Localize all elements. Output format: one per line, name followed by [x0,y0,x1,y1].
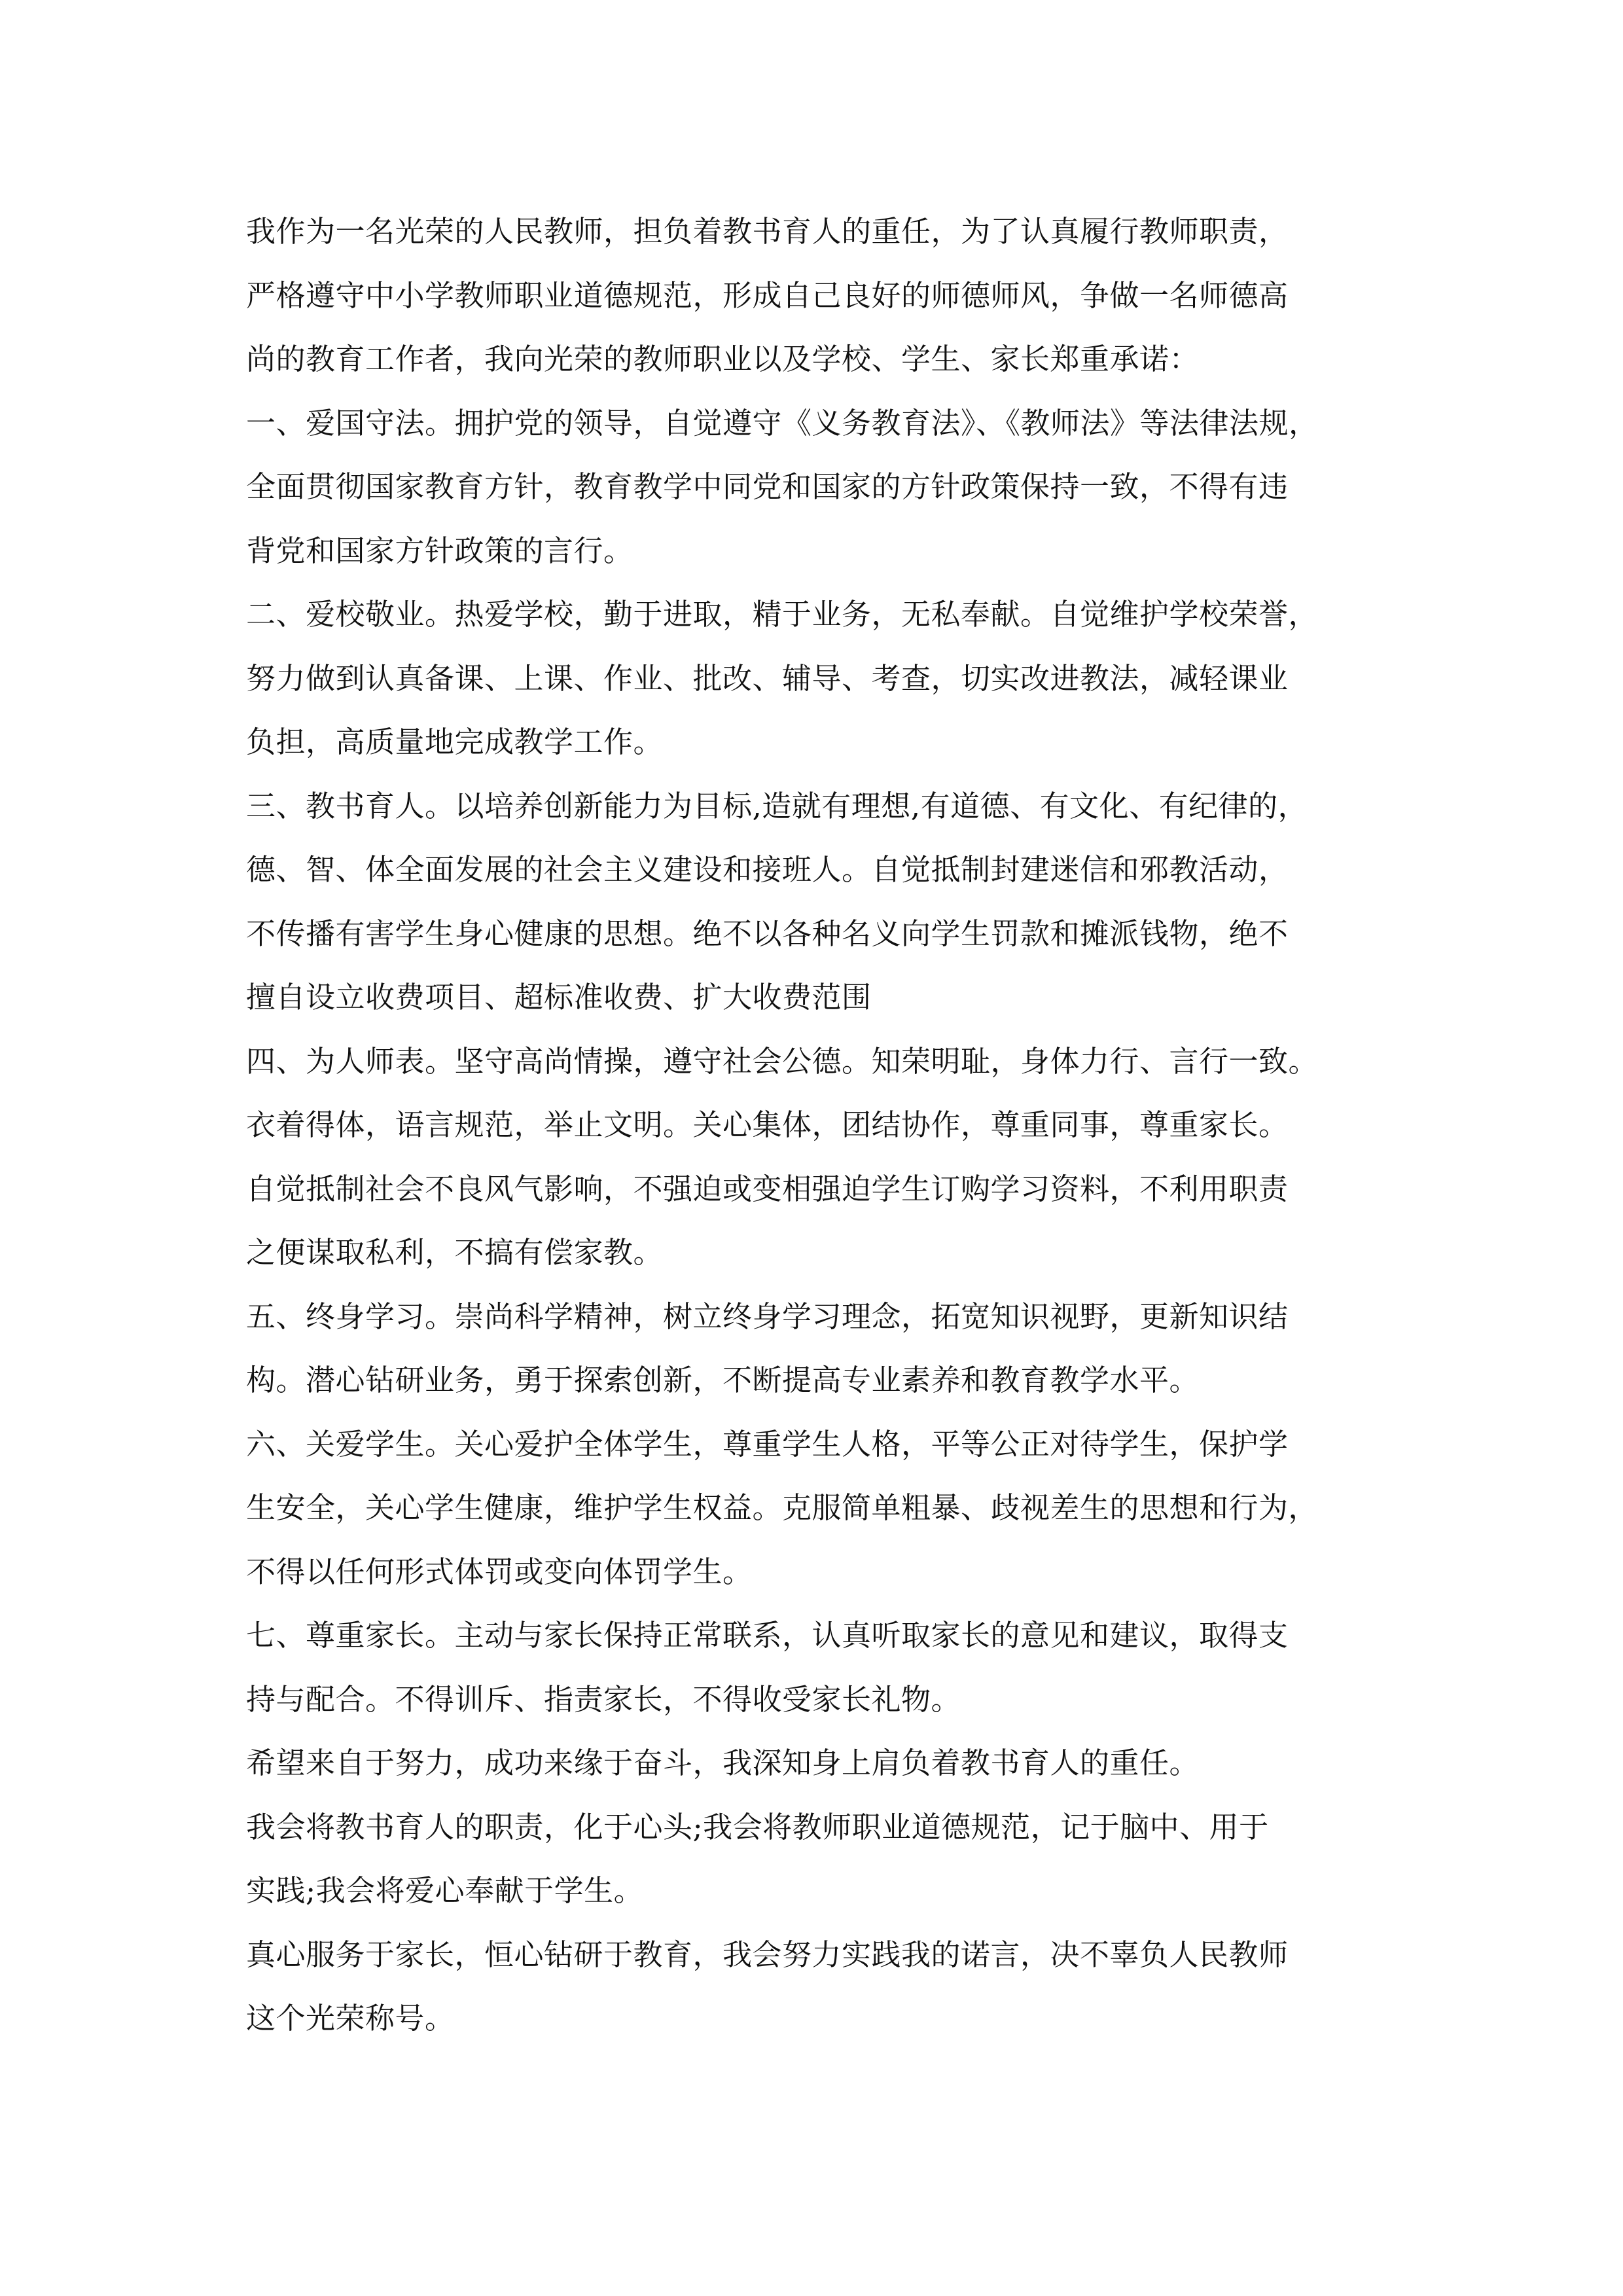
text-line: 擅自设立收费项目、超标准收费、扩大收费范围 [246,980,872,1014]
paragraph-item-3 [246,774,1393,1030]
text-line: 五、终身学习。崇尚科学精神，树立终身学习理念，拓宽知识视野，更新知识结 [246,1299,1289,1334]
text-line: 持与配合。不得训斥、指责家长，不得收受家长礼物。 [246,1681,961,1717]
text-line: 全面贯彻国家教育方针，教育教学中同党和国家的方针政策保持一致，不得有违 [246,469,1289,504]
text-line: 努力做到认真备课、上课、作业、批改、辅导、考查，切实改进教法，减轻课业 [246,660,1289,696]
text-line: 希望来自于努力，成功来缘于奋斗，我深知身上肩负着教书育人的重任。 [246,1746,1200,1780]
text-line: 六、关爱学生。关心爱护全体学生，尊重学生人格，平等公正对待学生，保护学 [246,1426,1289,1462]
text-line: 实践;我会将爱心奉献于学生。 [246,1873,644,1908]
text-line: 我会将教书育人的职责，化于心头;我会将教师职业道德规范，记于脑中、用于 [246,1809,1269,1844]
document-body [246,200,1393,2051]
paragraph-item-6 [246,1412,1393,1604]
paragraph-intro [246,200,1393,391]
text-line: 一、爱国守法。拥护党的领导，自觉遵守《义务教育法》、《教师法》等法律法规， [246,405,1319,440]
text-line: 不传播有害学生身心健康的思想。绝不以各种名义向学生罚款和摊派钱物，绝不 [246,916,1289,951]
paragraph-closing-1 [246,1731,1393,1795]
text-line: 负担，高质量地完成教学工作。 [246,725,664,759]
paragraph-item-4 [246,1030,1393,1285]
text-line: 三、教书育人。以培养创新能力为目标,造就有理想,有道德、有文化、有纪律的， [246,788,1308,823]
text-line: 德、智、体全面发展的社会主义建设和接班人。自觉抵制封建迷信和邪教活动， [246,852,1289,887]
paragraph-item-5 [246,1285,1393,1412]
text-line: 构。潜心钻研业务，勇于探索创新，不断提高专业素养和教育教学水平。 [246,1363,1200,1397]
paragraph-item-1 [246,391,1393,583]
paragraph-closing-2 [246,1795,1393,1923]
text-line: 不得以任何形式体罚或变向体罚学生。 [246,1554,753,1589]
text-line: 衣着得体，语言规范，举止文明。关心集体，团结协作，尊重同事，尊重家长。 [246,1107,1289,1142]
text-line: 自觉抵制社会不良风气影响，不强迫或变相强迫学生订购学习资料，不利用职责 [246,1171,1289,1206]
text-line: 尚的教育工作者，我向光荣的教师职业以及学校、学生、家长郑重承诺： [246,342,1200,376]
text-line: 真心服务于家长，恒心钻研于教育，我会努力实践我的诺言，决不辜负人民教师 [246,1937,1289,1972]
text-line: 这个光荣称号。 [246,2001,455,2036]
text-line: 我作为一名光荣的人民教师，担负着教书育人的重任，为了认真履行教师职责， [246,214,1289,249]
text-line: 之便谋取私利，不搞有偿家教。 [246,1235,664,1270]
text-line: 七、尊重家长。主动与家长保持正常联系，认真听取家长的意见和建议，取得支 [246,1618,1289,1653]
text-line: 背党和国家方针政策的言行。 [246,533,633,568]
paragraph-item-7 [246,1604,1393,1731]
text-line: 严格遵守中小学教师职业道德规范，形成自己良好的师德师风，争做一名师德高 [246,278,1289,313]
text-line: 生安全，关心学生健康，维护学生权益。克服简单粗暴、歧视差生的思想和行为， [246,1490,1319,1525]
text-line: 二、爱校敬业。热爱学校，勤于进取，精于业务，无私奉献。自觉维护学校荣誉， [246,597,1319,632]
paragraph-closing-3 [246,1923,1393,2051]
paragraph-item-2 [246,583,1393,774]
text-line: 四、为人师表。坚守高尚情操，遵守社会公德。知荣明耻，身体力行、言行一致。 [246,1043,1319,1079]
